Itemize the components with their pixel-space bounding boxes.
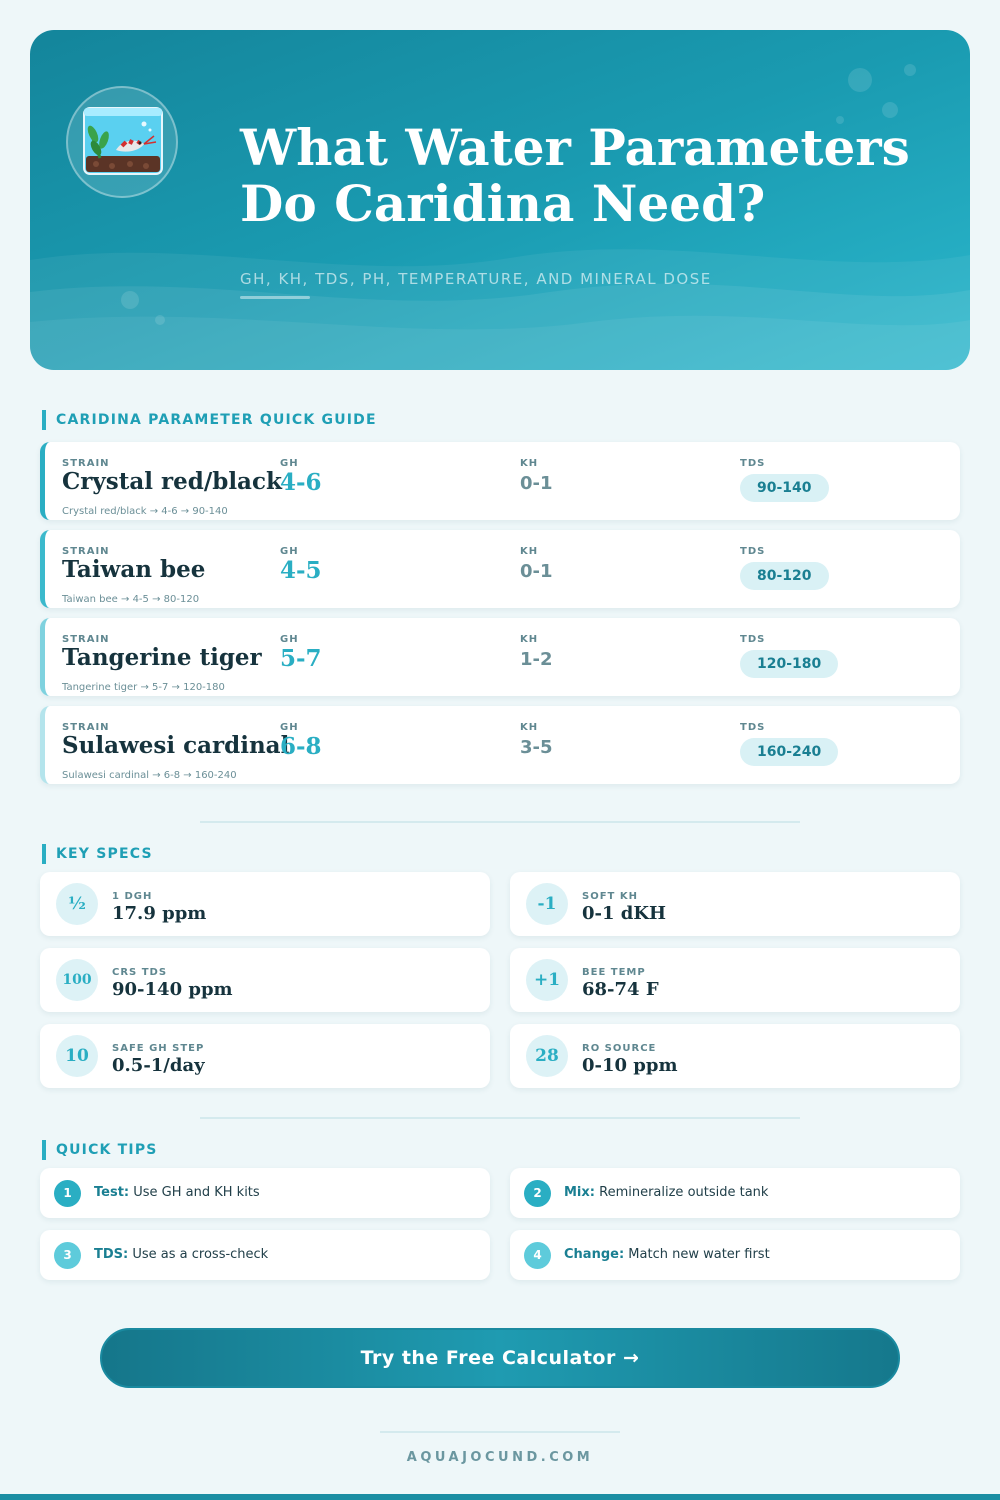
kh-value: 1-2 xyxy=(520,649,553,670)
tds-badge: 80-120 xyxy=(740,562,829,590)
spec-value: 90-140 ppm xyxy=(112,979,233,1000)
spec-label: RO SOURCE xyxy=(582,1043,657,1054)
subtitle-underline xyxy=(240,296,310,299)
tip-number: 2 xyxy=(524,1180,551,1207)
tip-text xyxy=(564,1185,768,1200)
gh-label: GH xyxy=(280,634,299,645)
gh-label: GH xyxy=(280,546,299,557)
strain-name: Sulawesi cardinal xyxy=(62,732,290,759)
strain-card xyxy=(40,706,960,784)
tip-number: 3 xyxy=(54,1242,81,1269)
footer-divider xyxy=(380,1431,620,1433)
strain-name: Crystal red/black xyxy=(62,468,282,495)
tip-title: TDS: xyxy=(94,1247,129,1262)
spec-label: SOFT KH xyxy=(582,891,638,902)
spec-card-gh-step xyxy=(40,1024,490,1088)
strain-label: STRAIN xyxy=(62,634,110,645)
spec-value: 17.9 ppm xyxy=(112,903,207,924)
strain-label: STRAIN xyxy=(62,458,110,469)
tip-card xyxy=(40,1168,490,1218)
spec-badge: ½ xyxy=(56,883,98,925)
tip-title: Mix: xyxy=(564,1185,595,1200)
gh-value: 4-5 xyxy=(280,557,322,584)
gh-value: 4-6 xyxy=(280,469,322,496)
tip-card xyxy=(510,1230,960,1280)
title-line-2: Do Caridina Need? xyxy=(240,174,766,233)
section-heading-tips: QUICK TIPS xyxy=(42,1140,158,1160)
strain-caption: Tangerine tiger → 5-7 → 120-180 xyxy=(62,682,225,693)
gh-value: 6-8 xyxy=(280,733,322,760)
tds-label: TDS xyxy=(740,634,766,645)
tip-body: Match new water first xyxy=(624,1247,770,1262)
spec-value: 0-1 dKH xyxy=(582,903,667,924)
strain-label: STRAIN xyxy=(62,546,110,557)
tip-body: Use GH and KH kits xyxy=(129,1185,260,1200)
shrimp-tank-icon xyxy=(66,86,178,198)
kh-label: KH xyxy=(520,634,539,645)
spec-label: SAFE GH STEP xyxy=(112,1043,205,1054)
tip-text xyxy=(564,1247,770,1262)
tip-card xyxy=(40,1230,490,1280)
tip-title: Test: xyxy=(94,1185,130,1200)
spec-badge: -1 xyxy=(526,883,568,925)
tip-body: Use as a cross-check xyxy=(128,1247,269,1262)
kh-value: 3-5 xyxy=(520,737,553,758)
kh-value: 0-1 xyxy=(520,473,553,494)
spec-value: 68-74 F xyxy=(582,979,659,1000)
bottom-accent-bar xyxy=(0,1494,1000,1500)
page-title xyxy=(240,120,940,232)
tds-badge: 160-240 xyxy=(740,738,838,766)
tip-number: 4 xyxy=(524,1242,551,1269)
spec-label: CRS TDS xyxy=(112,967,168,978)
strain-card xyxy=(40,442,960,520)
strain-name: Taiwan bee xyxy=(62,556,206,583)
tds-badge: 90-140 xyxy=(740,474,829,502)
strain-card xyxy=(40,618,960,696)
tds-label: TDS xyxy=(740,458,766,469)
gh-value: 5-7 xyxy=(280,645,322,672)
spec-card-bee-temp xyxy=(510,948,960,1012)
tip-title: Change: xyxy=(564,1247,625,1262)
hero-banner xyxy=(30,30,970,370)
strain-caption: Sulawesi cardinal → 6-8 → 160-240 xyxy=(62,770,237,781)
spec-badge: 28 xyxy=(526,1035,568,1077)
strain-label: STRAIN xyxy=(62,722,110,733)
footer-domain: AQUAJOCUND.COM xyxy=(406,1450,594,1465)
spec-value: 0-10 ppm xyxy=(582,1055,678,1076)
divider xyxy=(200,1117,800,1119)
strain-list xyxy=(40,442,960,794)
kh-label: KH xyxy=(520,458,539,469)
divider xyxy=(200,821,800,823)
kh-label: KH xyxy=(520,546,539,557)
spec-badge: 100 xyxy=(56,959,98,1001)
strain-caption: Crystal red/black → 4-6 → 90-140 xyxy=(62,506,228,517)
free-calculator-button[interactable]: Try the Free Calculator → xyxy=(100,1328,900,1388)
gh-label: GH xyxy=(280,722,299,733)
tip-text xyxy=(94,1247,268,1262)
strain-card xyxy=(40,530,960,608)
tds-label: TDS xyxy=(740,722,766,733)
section-heading-specs: KEY SPECS xyxy=(42,844,153,864)
tip-body: Remineralize outside tank xyxy=(594,1185,769,1200)
spec-card-ro-source xyxy=(510,1024,960,1088)
spec-value: 0.5-1/day xyxy=(112,1055,205,1076)
title-line-1: What Water Parameters xyxy=(240,118,910,177)
strain-caption: Taiwan bee → 4-5 → 80-120 xyxy=(62,594,200,605)
spec-label: BEE TEMP xyxy=(582,967,646,978)
strain-name: Tangerine tiger xyxy=(62,644,262,671)
spec-label: 1 DGH xyxy=(112,891,153,902)
gh-label: GH xyxy=(280,458,299,469)
page-subtitle: GH, KH, TDS, PH, TEMPERATURE, AND MINERAL DOSE xyxy=(240,270,712,288)
tip-text xyxy=(94,1185,260,1200)
tip-number: 1 xyxy=(54,1180,81,1207)
kh-label: KH xyxy=(520,722,539,733)
tds-label: TDS xyxy=(740,546,766,557)
kh-value: 0-1 xyxy=(520,561,553,582)
section-heading-guide: CARIDINA PARAMETER QUICK GUIDE xyxy=(42,410,377,430)
spec-badge: 10 xyxy=(56,1035,98,1077)
tds-badge: 120-180 xyxy=(740,650,838,678)
spec-card-soft-kh xyxy=(510,872,960,936)
spec-card-crs-tds xyxy=(40,948,490,1012)
tip-card xyxy=(510,1168,960,1218)
spec-card-dgh xyxy=(40,872,490,936)
spec-badge: +1 xyxy=(526,959,568,1001)
